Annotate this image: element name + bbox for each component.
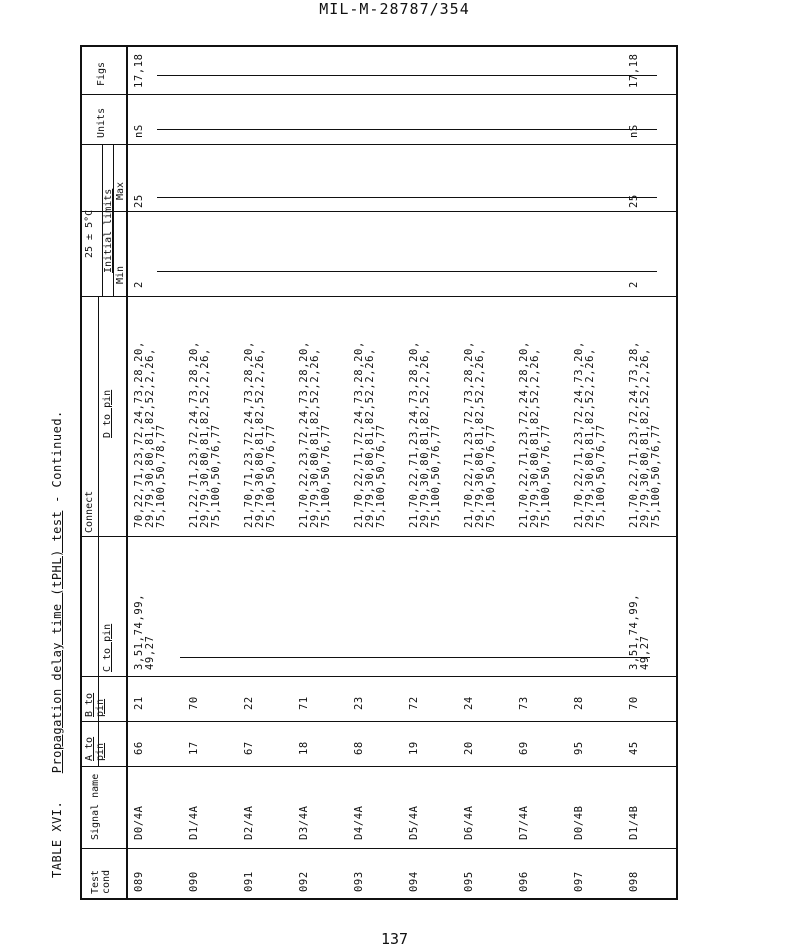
cell-signal: D3/4A	[298, 805, 310, 840]
hdr-signal-name: Signal name	[90, 773, 101, 840]
hdr-d-pin: D to pin	[102, 389, 113, 438]
cell-d-pin: 21,70,22,71,23,72,73,28,20, 29,79,30,80,81,82,52,2,26, 75,100,50,76,77	[463, 341, 497, 528]
cell-a-pin: 95	[573, 741, 585, 755]
cell-test-cond: 096	[518, 871, 530, 892]
hdr-connect: Connect	[84, 490, 95, 533]
cell-signal: D5/4A	[408, 805, 420, 840]
cell-b-pin: 72	[408, 696, 420, 710]
hdr-c-pin: C to pin	[102, 623, 113, 672]
cell-a-pin: 19	[408, 741, 420, 755]
cell-test-cond: 091	[243, 871, 255, 892]
cell-a-pin: 45	[628, 741, 640, 755]
cell-signal: D7/4A	[518, 805, 530, 840]
hdr-initial-limits: Initial limits	[103, 188, 114, 273]
cell-d-pin: 21,70,22,23,72,24,73,28,20, 29,79,30,80,81,82,52,2,26, 75,100,50,76,77	[298, 341, 332, 528]
cell-figs: 17,18	[133, 53, 145, 88]
cell-min: 2	[133, 281, 145, 288]
table-title-suffix: - Continued.	[50, 410, 64, 511]
cell-d-pin: 21,70,22,71,23,72,24,73,28, 29,79,30,80,81,82,52,2,26, 75,100,50,76,77	[628, 341, 662, 528]
table-row	[574, 47, 629, 898]
table-row	[409, 47, 464, 898]
table-row	[244, 47, 299, 898]
cell-units: nS	[133, 124, 145, 138]
cell-b-pin: 23	[353, 696, 365, 710]
table-row	[189, 47, 244, 898]
cell-d-pin: 21,70,71,23,72,24,73,28,20, 29,79,30,80,81,82,52,2,26, 75,100,50,76,77	[243, 341, 277, 528]
cell-c-pin: 3,51,74,99, 49,27	[133, 593, 156, 670]
cell-figs: 17,18	[628, 53, 640, 88]
table-row	[629, 47, 684, 898]
cell-test-cond: 090	[188, 871, 200, 892]
cell-d-pin: 70,22,71,23,72,24,73,28,20, 29,79,30,80,81,82,52,2,26, 75,100,50,78,77	[133, 341, 167, 528]
hdr-min: Min	[115, 265, 126, 284]
cell-b-pin: 24	[463, 696, 475, 710]
cell-a-pin: 20	[463, 741, 475, 755]
rotated-table-page	[50, 30, 690, 900]
cell-d-pin: 21,70,22,71,23,24,73,28,20, 29,79,30,80,81,82,52,2,26, 75,100,50,76,77	[408, 341, 442, 528]
table-row	[354, 47, 409, 898]
cell-test-cond: 093	[353, 871, 365, 892]
cell-a-pin: 67	[243, 741, 255, 755]
hdr-max: Max	[115, 181, 126, 200]
cell-test-cond: 097	[573, 871, 585, 892]
cell-a-pin: 69	[518, 741, 530, 755]
cell-b-pin: 70	[188, 696, 200, 710]
cell-signal: D0/4A	[133, 805, 145, 840]
cell-b-pin: 70	[628, 696, 640, 710]
cell-max: 25	[133, 194, 145, 208]
cell-a-pin: 18	[298, 741, 310, 755]
cell-signal: D6/4A	[463, 805, 475, 840]
cell-test-cond: 098	[628, 871, 640, 892]
table-row	[299, 47, 354, 898]
table-row	[134, 47, 189, 898]
cell-c-pin: 3,51,74,99, 49,27	[628, 593, 651, 670]
cell-signal: D0/4B	[573, 805, 585, 840]
cell-b-pin: 28	[573, 696, 585, 710]
cell-signal: D1/4A	[188, 805, 200, 840]
document-id: MIL-M-28787/354	[319, 0, 470, 18]
cell-b-pin: 73	[518, 696, 530, 710]
test-table	[80, 45, 678, 900]
table-title-prefix: TABLE XVI.	[50, 800, 64, 878]
cell-signal: D4/4A	[353, 805, 365, 840]
hdr-units: Units	[96, 107, 107, 138]
cell-test-cond: 092	[298, 871, 310, 892]
hdr-a-pin: A to pin	[84, 736, 106, 761]
hdr-b-pin: B to pin	[84, 692, 106, 717]
table-row	[519, 47, 574, 898]
cell-a-pin: 68	[353, 741, 365, 755]
table-title-main: Propagation delay time (tPHL) test	[50, 510, 64, 774]
cell-units: nS	[628, 124, 640, 138]
cell-min: 2	[628, 281, 640, 288]
cell-signal: D2/4A	[243, 805, 255, 840]
hdr-test-cond: Test cond	[90, 869, 112, 894]
cell-d-pin: 21,22,71,23,72,24,73,28,20, 29,79,30,80,81,82,52,2,26, 75,100,50,76,77	[188, 341, 222, 528]
hdr-figs: Figs	[96, 61, 107, 86]
cell-b-pin: 21	[133, 696, 145, 710]
cell-a-pin: 66	[133, 741, 145, 755]
cell-d-pin: 21,70,22,71,23,72,24,73,20, 29,79,30,80,81,82,52,2,26, 75,100,50,76,77	[573, 341, 607, 528]
cell-test-cond: 089	[133, 871, 145, 892]
table-title	[50, 8, 64, 900]
cell-signal: D1/4B	[628, 805, 640, 840]
hdr-temp: 25 ± 5°C	[84, 209, 95, 258]
cell-a-pin: 17	[188, 741, 200, 755]
cell-d-pin: 21,70,22,71,72,24,73,28,20, 29,79,30,80,81,82,52,2,26, 75,100,50,76,77	[353, 341, 387, 528]
cell-b-pin: 22	[243, 696, 255, 710]
cell-b-pin: 71	[298, 696, 310, 710]
table-row	[464, 47, 519, 898]
cell-d-pin: 21,70,22,71,23,72,24,28,20, 29,79,30,80,81,82,52,2,26, 75,100,50,76,77	[518, 341, 552, 528]
page-number: 137	[380, 930, 409, 948]
cell-test-cond: 094	[408, 871, 420, 892]
cell-test-cond: 095	[463, 871, 475, 892]
cell-max: 25	[628, 194, 640, 208]
